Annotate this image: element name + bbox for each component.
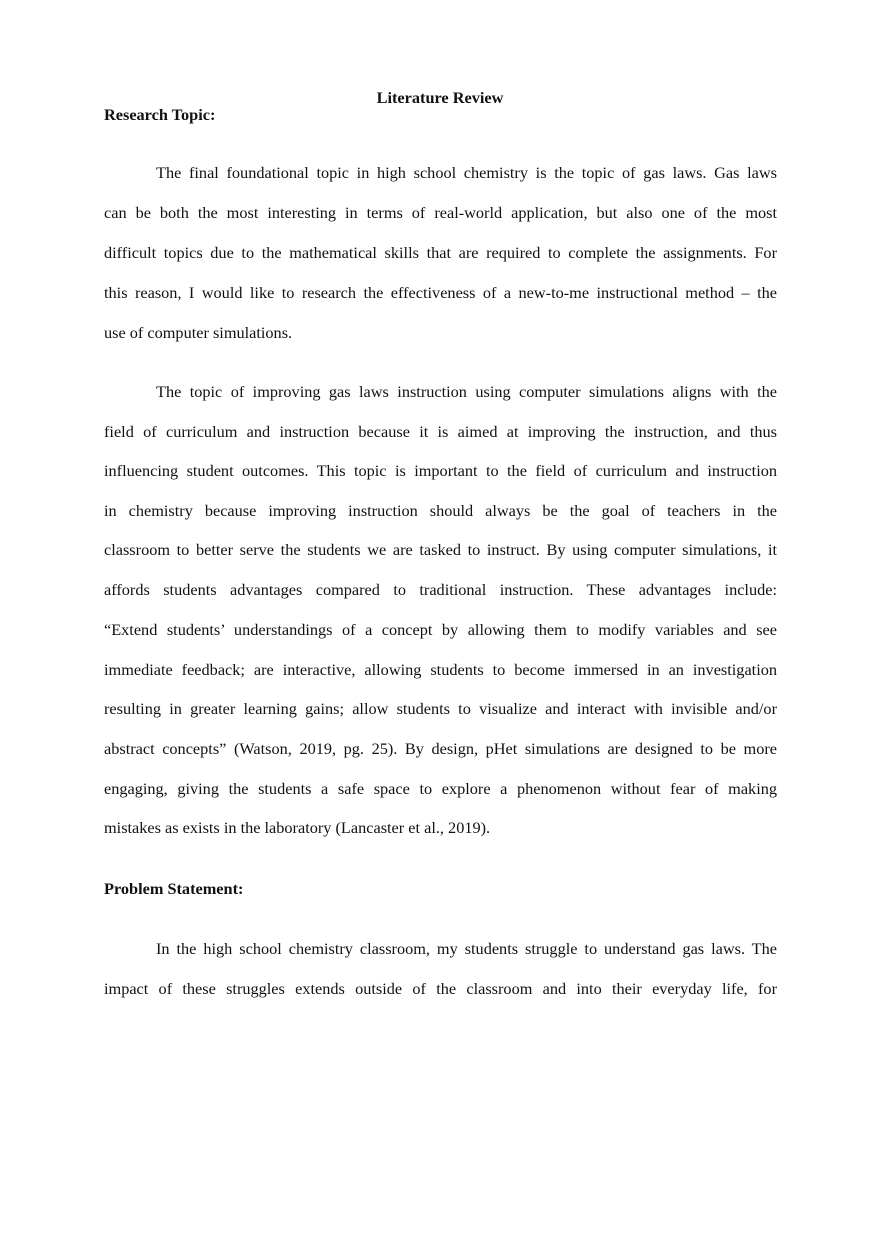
text-line: classroom to better serve the students we are tasked to instruct. By using computer simulations, it [104, 540, 777, 559]
text-line: resulting in greater learning gains; allow students to visualize and interact with invisible and/or [104, 699, 777, 718]
text-line: In the high school chemistry classroom, my students struggle to understand gas laws. The [156, 939, 777, 958]
text-line: engaging, giving the students a safe space to explore a phenomenon without fear of making [104, 779, 777, 798]
text-line: use of computer simulations. [104, 323, 293, 342]
section-heading-research-topic: Research Topic: [104, 105, 216, 124]
text-line: field of curriculum and instruction because it is aimed at improving the instruction, and thus [104, 422, 777, 441]
text-line: in chemistry because improving instruction should always be the goal of teachers in the [104, 501, 777, 520]
document-title: Literature Review [376, 88, 504, 107]
section-heading-problem-statement: Problem Statement: [104, 879, 244, 898]
text-line: difficult topics due to the mathematical skills that are required to complete the assignments. For [104, 243, 777, 262]
text-line: mistakes as exists in the laboratory (Lancaster et al., 2019). [104, 818, 491, 837]
text-line: affords students advantages compared to traditional instruction. These advantages include: [104, 580, 777, 599]
text-line: influencing student outcomes. This topic is important to the field of curriculum and instruction [104, 461, 777, 480]
text-line: abstract concepts” (Watson, 2019, pg. 25). By design, pHet simulations are designed to be more [104, 739, 777, 758]
text-line: “Extend students’ understandings of a concept by allowing them to modify variables and see [104, 620, 777, 639]
text-line: The topic of improving gas laws instruction using computer simulations aligns with the [156, 382, 777, 401]
text-line: impact of these struggles extends outside of the classroom and into their everyday life, for [104, 979, 777, 998]
text-line: The final foundational topic in high school chemistry is the topic of gas laws. Gas laws [156, 163, 777, 182]
text-line: immediate feedback; are interactive, allowing students to become immersed in an investigation [104, 660, 777, 679]
text-line: can be both the most interesting in terms of real-world application, but also one of the most [104, 203, 777, 222]
text-line: this reason, I would like to research the effectiveness of a new-to-me instructional method – the [104, 283, 777, 302]
